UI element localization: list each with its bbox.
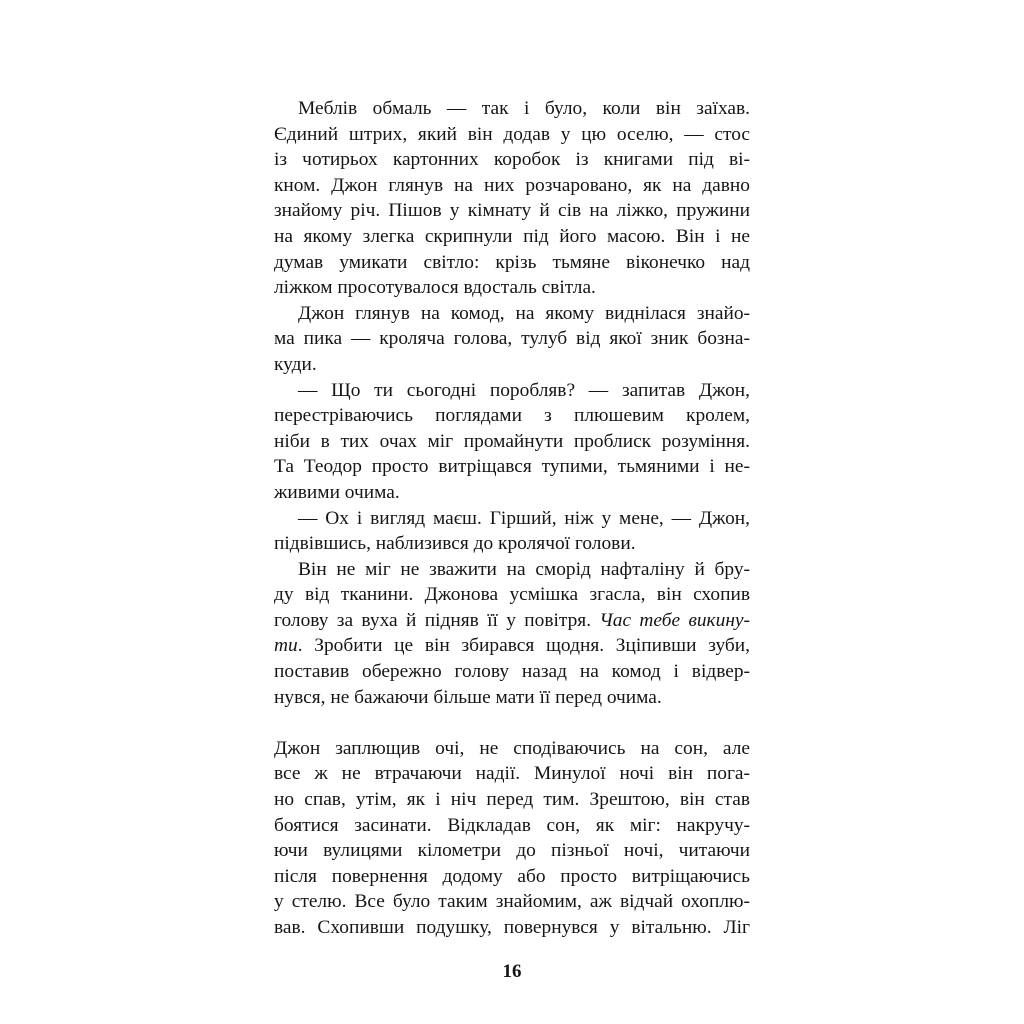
section-break xyxy=(274,710,750,736)
text-line: ма пика — кроляча голова, тулуб від якої зник бозна- xyxy=(274,328,750,350)
text-line: Єдиний штрих, який він додав у цю оселю, — стос xyxy=(274,123,750,145)
text-line: із чотирьох картонних коробок із книгами під ві- xyxy=(274,149,750,171)
paragraph xyxy=(274,378,750,506)
page-number: 16 xyxy=(502,961,522,982)
text-line: куди. xyxy=(274,353,317,375)
text-line: ду від тканини. Джонова усмішка згасла, він схопив xyxy=(274,584,750,606)
italic-phrase: ти xyxy=(274,635,298,657)
text-line: ти. Зробити це він збирався щодня. Зціпивши зуби, xyxy=(274,635,750,657)
text-line: підвівшись, наблизився до кролячої голови. xyxy=(274,533,636,555)
italic-phrase: Час тебе викину- xyxy=(599,609,750,631)
text-line: думав умикати світло: крізь тьмяне віконечко над xyxy=(274,251,750,273)
text-line: Джон глянув на комод, на якому виднілася знайо- xyxy=(298,302,750,324)
text-line: — Що ти сьогодні поробляв? — запитав Джон, xyxy=(298,379,750,401)
text-line: вав. Схопивши подушку, повернувся у вітальню. Ліг xyxy=(274,917,750,938)
text-line: Джон заплющив очі, не сподіваючись на сон, але xyxy=(274,737,750,759)
text-line: боятися засинати. Відкладав сон, як міг: накручу- xyxy=(274,814,750,836)
paragraph xyxy=(274,557,750,711)
text-line: живими очима. xyxy=(274,481,400,503)
text-line: все ж не втрачаючи надії. Минулої ночі він пога- xyxy=(274,763,750,785)
text-line: ючи вулицями кілометри до пізньої ночі, читаючи xyxy=(274,840,750,862)
text-line: поставив обережно голову назад на комод і відвер- xyxy=(274,661,750,683)
text-line: голову за вуха й підняв її у повітря. Час тебе викину- xyxy=(274,609,750,631)
text-line: на якому злегка скрипнули під його масою. Він і не xyxy=(274,225,750,247)
text-line: у стелю. Все було таким знайомим, аж відчай охоплю- xyxy=(274,891,750,913)
paragraph xyxy=(274,736,750,941)
text-line: ніби в тих очах міг промайнути проблиск розуміння. xyxy=(274,430,750,452)
book-page-text xyxy=(274,96,750,941)
paragraph xyxy=(274,301,750,378)
text-line: перестріваючись поглядами з плюшевим кролем, xyxy=(274,405,750,427)
text-line: ліжком просотувалося вдосталь світла. xyxy=(274,277,596,299)
text-line: Меблів обмаль — так і було, коли він заїхав. xyxy=(298,98,750,119)
text-line: Він не міг не зважити на сморід нафталіну й бру- xyxy=(298,558,750,580)
paragraph xyxy=(274,96,750,301)
paragraph xyxy=(274,506,750,557)
text-line: нувся, не бажаючи більше мати її перед очима. xyxy=(274,686,662,708)
text-line: знайому річ. Пішов у кімнату й сів на ліжко, пружини xyxy=(274,200,750,222)
text-line: кном. Джон глянув на них розчаровано, як на давно xyxy=(274,174,750,196)
text-line: після повернення додому або просто витріщаючись xyxy=(274,865,750,887)
text-line: — Ох і вигляд маєш. Гірший, ніж у мене, — Джон, xyxy=(298,507,750,529)
text-line: но спав, утім, як і ніч перед тим. Зрештою, він став xyxy=(274,789,750,811)
text-line: Та Теодор просто витріщався тупими, тьмяними і не- xyxy=(274,456,750,478)
